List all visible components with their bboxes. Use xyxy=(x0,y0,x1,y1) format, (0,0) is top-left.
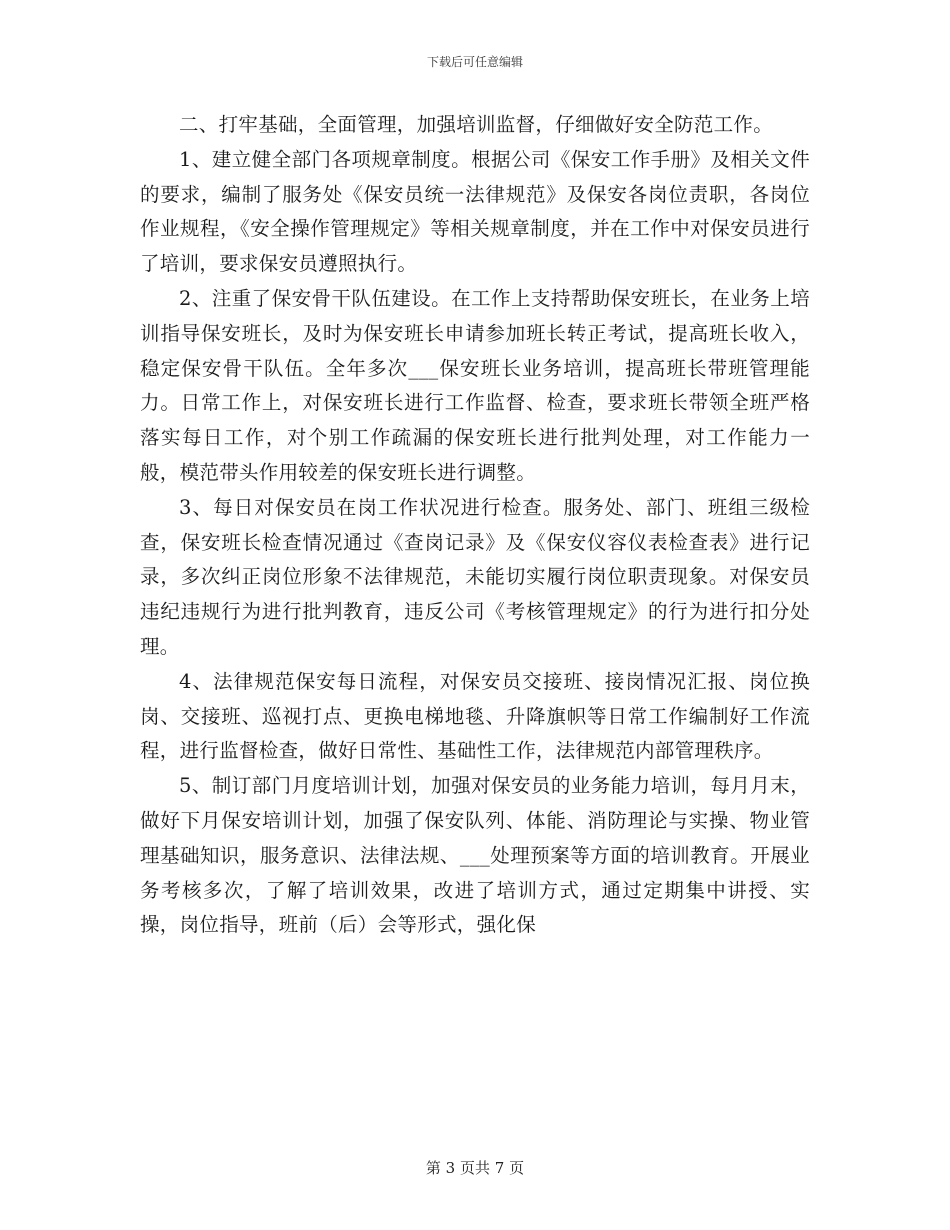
page-header: 下载后可任意编辑 xyxy=(426,55,523,69)
paragraph-item-5: 5、制订部门月度培训计划，加强对保安员的业务能力培训，每月月末，做好下月保安培训计划，加强了保安队列、体能、消防理论与实操、物业管理基础知识，服务意识、法律法规、___处理预案等方面的培训教育。开展业务考核多次，了解了培训效果，改进了培训方式，通过定期集中讲授、实操，岗位指导，班前（后）会等形式，强化保 xyxy=(140,774,810,937)
paragraph-item-1: 1、建立健全部门各项规章制度。根据公司《保安工作手册》及相关文件的要求，编制了服务处《保安员统一法律规范》及保安各岗位责职，各岗位作业规程，《安全操作管理规定》等相关规章制度，并在工作中对保安员进行了培训，要求保安员遵照执行。 xyxy=(140,147,810,276)
page-footer: 第 3 页共 7 页 xyxy=(425,1159,525,1177)
paragraph-item-4: 4、法律规范保安每日流程，对保安员交接班、接岗情况汇报、岗位换岗、交接班、巡视打点、更换电梯地毯、升降旗帜等日常工作编制好工作流程，进行监督检查，做好日常性、基础性工作，法律规范内部管理秩序。 xyxy=(140,669,810,763)
paragraph-item-3: 3、每日对保安员在岗工作状况进行检查。服务处、部门、班组三级检查，保安班长检查情况通过《查岗记录》及《保安仪容仪表检查表》进行记录，多次纠正岗位形象不法律规范，未能切实履行岗位职责现象。对保安员违纪违规行为进行批判教育，违反公司《考核管理规定》的行为进行扣分处理。 xyxy=(140,495,810,658)
section-heading: 二、打牢基础，全面管理，加强培训监督，仔细做好安全防范工作。 xyxy=(179,113,774,136)
paragraph-item-2: 2、注重了保安骨干队伍建设。在工作上支持帮助保安班长，在业务上培训指导保安班长，及时为保安班长申请参加班长转正考试，提高班长收入，稳定保安骨干队伍。全年多次___保安班长业务培训，提高班长带班管理能力。日常工作上，对保安班长进行工作监督、检查，要求班长带领全班严格落实每日工作，对个别工作疏漏的保安班长进行批判处理，对工作能力一般，模范带头作用较差的保安班长进行调整。 xyxy=(140,286,810,484)
document-body xyxy=(140,108,810,943)
